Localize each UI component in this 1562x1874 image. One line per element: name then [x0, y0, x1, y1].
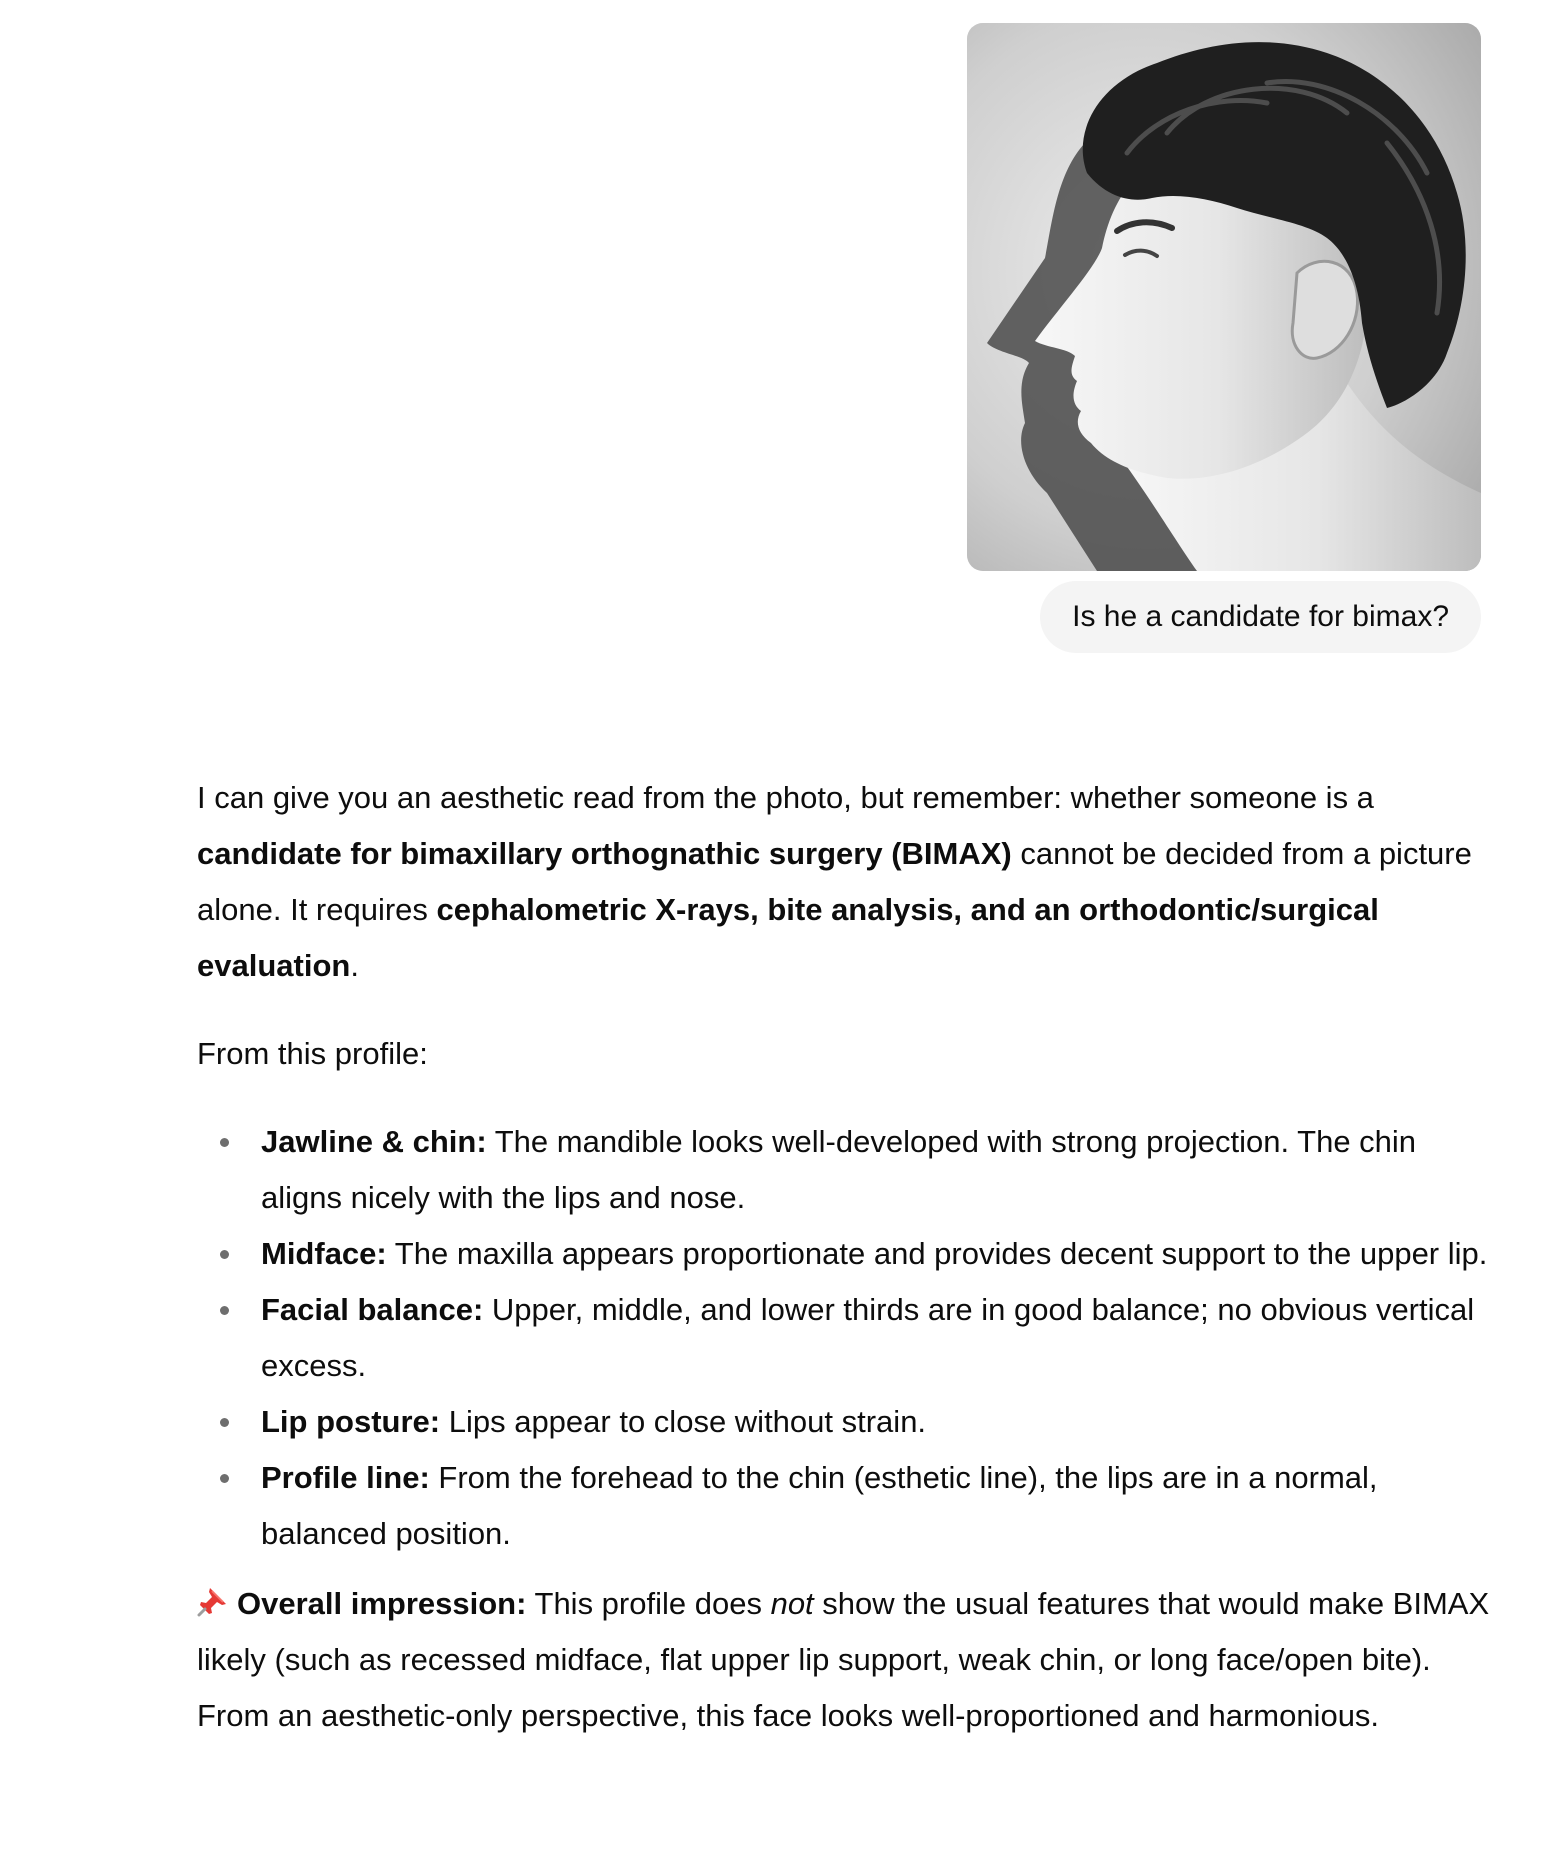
- list-item-text: Upper, middle, and lower thirds are in good balance; no obvious vertical excess.: [261, 1292, 1475, 1383]
- intro-text-3: .: [350, 948, 359, 983]
- list-item: [197, 1282, 1497, 1394]
- from-profile-text: From this profile:: [197, 1036, 428, 1071]
- overall-impression-paragraph: [197, 1576, 1497, 1744]
- list-item: [197, 1114, 1497, 1226]
- pushpin-icon: [197, 1585, 229, 1617]
- bullet-icon: [220, 1474, 229, 1483]
- list-item-text: Lips appear to close without strain.: [440, 1404, 927, 1439]
- bullet-icon: [220, 1418, 229, 1427]
- assistant-message: [197, 770, 1497, 1744]
- bullet-icon: [220, 1306, 229, 1315]
- overall-label: Overall impression:: [237, 1586, 527, 1621]
- bullet-icon: [220, 1138, 229, 1147]
- list-item-text: From the forehead to the chin (esthetic line), the lips are in a normal, balanced position.: [261, 1460, 1378, 1551]
- analysis-list: [197, 1114, 1497, 1562]
- list-item: [197, 1394, 1497, 1450]
- list-item: [197, 1226, 1497, 1282]
- list-item-label: Profile line:: [261, 1460, 430, 1495]
- list-item-label: Facial balance:: [261, 1292, 484, 1327]
- list-item-label: Lip posture:: [261, 1404, 441, 1439]
- list-item: [197, 1450, 1497, 1562]
- intro-paragraph: [197, 770, 1497, 994]
- list-item-text: The mandible looks well-developed with strong projection. The chin aligns nicely with the lips and nose.: [261, 1124, 1417, 1215]
- list-item-label: Midface:: [261, 1236, 387, 1271]
- intro-bold-2: cephalometric X-rays, bite analysis, and an orthodontic/surgical evaluation: [197, 892, 1379, 983]
- user-attached-image[interactable]: [967, 23, 1481, 571]
- intro-bold-1: candidate for bimaxillary orthognathic surgery (BIMAX): [197, 836, 1012, 871]
- bullet-icon: [220, 1250, 229, 1259]
- overall-text-1: This profile does: [526, 1586, 771, 1621]
- list-item-label: Jawline & chin:: [261, 1124, 487, 1159]
- overall-text-2: show the usual features that would make BIMAX likely (such as recessed midface, flat upper lip support, weak chin, or long face/open bite). From an aesthetic-only perspective, this face looks well-proportioned and harmonious.: [197, 1586, 1490, 1733]
- user-message-bubble: Is he a candidate for bimax?: [1040, 581, 1481, 653]
- list-item-text: The maxilla appears proportionate and provides decent support to the upper lip.: [386, 1236, 1488, 1271]
- intro-text-2: cannot be decided from a picture alone. It requires: [197, 836, 1472, 927]
- overall-emphasis: not: [770, 1586, 814, 1621]
- intro-text-1: I can give you an aesthetic read from the photo, but remember: whether someone is a: [197, 780, 1374, 815]
- profile-photo-icon: [967, 23, 1481, 571]
